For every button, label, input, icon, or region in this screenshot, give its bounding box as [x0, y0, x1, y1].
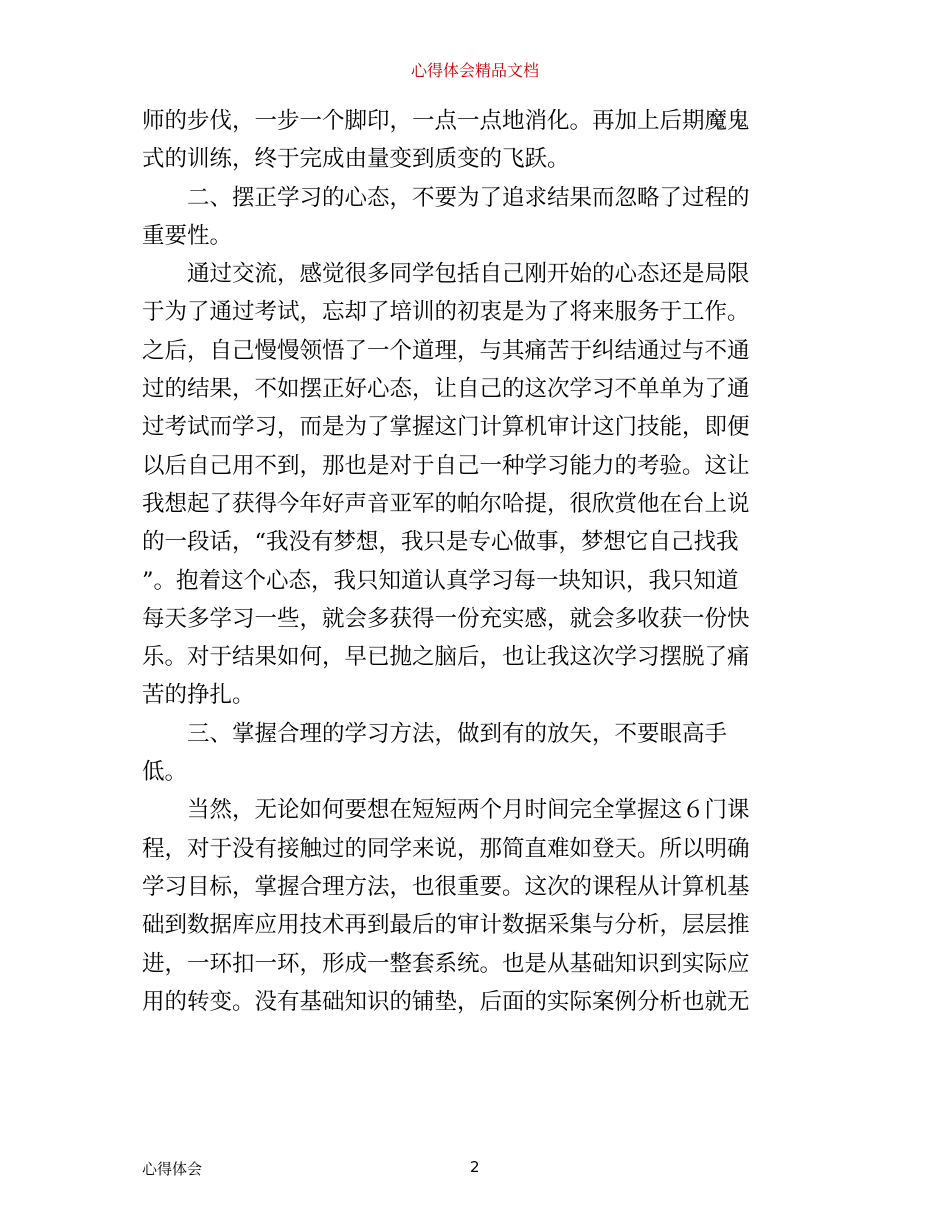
text-line: 乐。对于结果如何，早已抛之脑后，也让我这次学习摆脱了痛	[142, 644, 750, 671]
document-body	[142, 102, 810, 1021]
page-header-title: 心得体会精品文档	[410, 61, 539, 80]
section-heading-line: 三、掌握合理的学习方法，做到有的放矢，不要眼高手	[142, 720, 728, 747]
text-line: 苦的挣扎。	[142, 682, 255, 709]
text-line: 式的训练，终于完成由量变到质变的飞跃。	[142, 146, 570, 173]
text-line: 于为了通过考试，忘却了培训的初衷是为了将来服务于工作。	[142, 299, 750, 326]
text-line: 的一段话，“我没有梦想，我只是专心做事，梦想它自己找我	[142, 529, 739, 556]
section-heading-line: 二、摆正学习的心态，不要为了追求结果而忽略了过程的	[142, 184, 750, 211]
section-heading-line: 低。	[142, 759, 188, 786]
text-line: 过的结果，不如摆正好心态，让自己的这次学习不单单为了通	[142, 376, 750, 403]
text-line: 进，一环扣一环，形成一整套系统。也是从基础知识到实际应	[142, 950, 750, 977]
text-line: 每天多学习一些，就会多获得一份充实感，就会多收获一份快	[142, 605, 750, 632]
text-line: 学习目标，掌握合理方法，也很重要。这次的课程从计算机基	[142, 873, 750, 900]
text-line: 用的转变。没有基础知识的铺垫，后面的实际案例分析也就无	[142, 988, 750, 1015]
text-line: 当然，无论如何要想在短短两个月时间完全掌握这６门课	[142, 797, 750, 824]
section-heading-line: 重要性。	[142, 222, 233, 249]
text-line: ”。抱着这个心态，我只知道认真学习每一块知识，我只知道	[142, 567, 739, 594]
text-line: 师的步伐，一步一个脚印，一点一点地消化。再加上后期魔鬼	[142, 108, 750, 134]
text-line: 过考试而学习，而是为了掌握这门计算机审计这门技能，即便	[142, 414, 750, 441]
text-line: 通过交流，感觉很多同学包括自己刚开始的心态还是局限	[142, 261, 750, 288]
text-line: 程，对于没有接触过的同学来说，那简直难如登天。所以明确	[142, 835, 750, 862]
page-number: 2	[470, 1158, 480, 1176]
text-line: 以后自己用不到，那也是对于自己一种学习能力的考验。这让	[142, 452, 750, 479]
text-line: 础到数据库应用技术再到最后的审计数据采集与分析，层层推	[142, 912, 750, 939]
text-line: 我想起了获得今年好声音亚军的帕尔哈提，很欣赏他在台上说	[142, 490, 750, 517]
footer-label: 心得体会	[142, 1160, 203, 1178]
text-line: 之后，自己慢慢领悟了一个道理，与其痛苦于纠结通过与不通	[142, 337, 750, 364]
